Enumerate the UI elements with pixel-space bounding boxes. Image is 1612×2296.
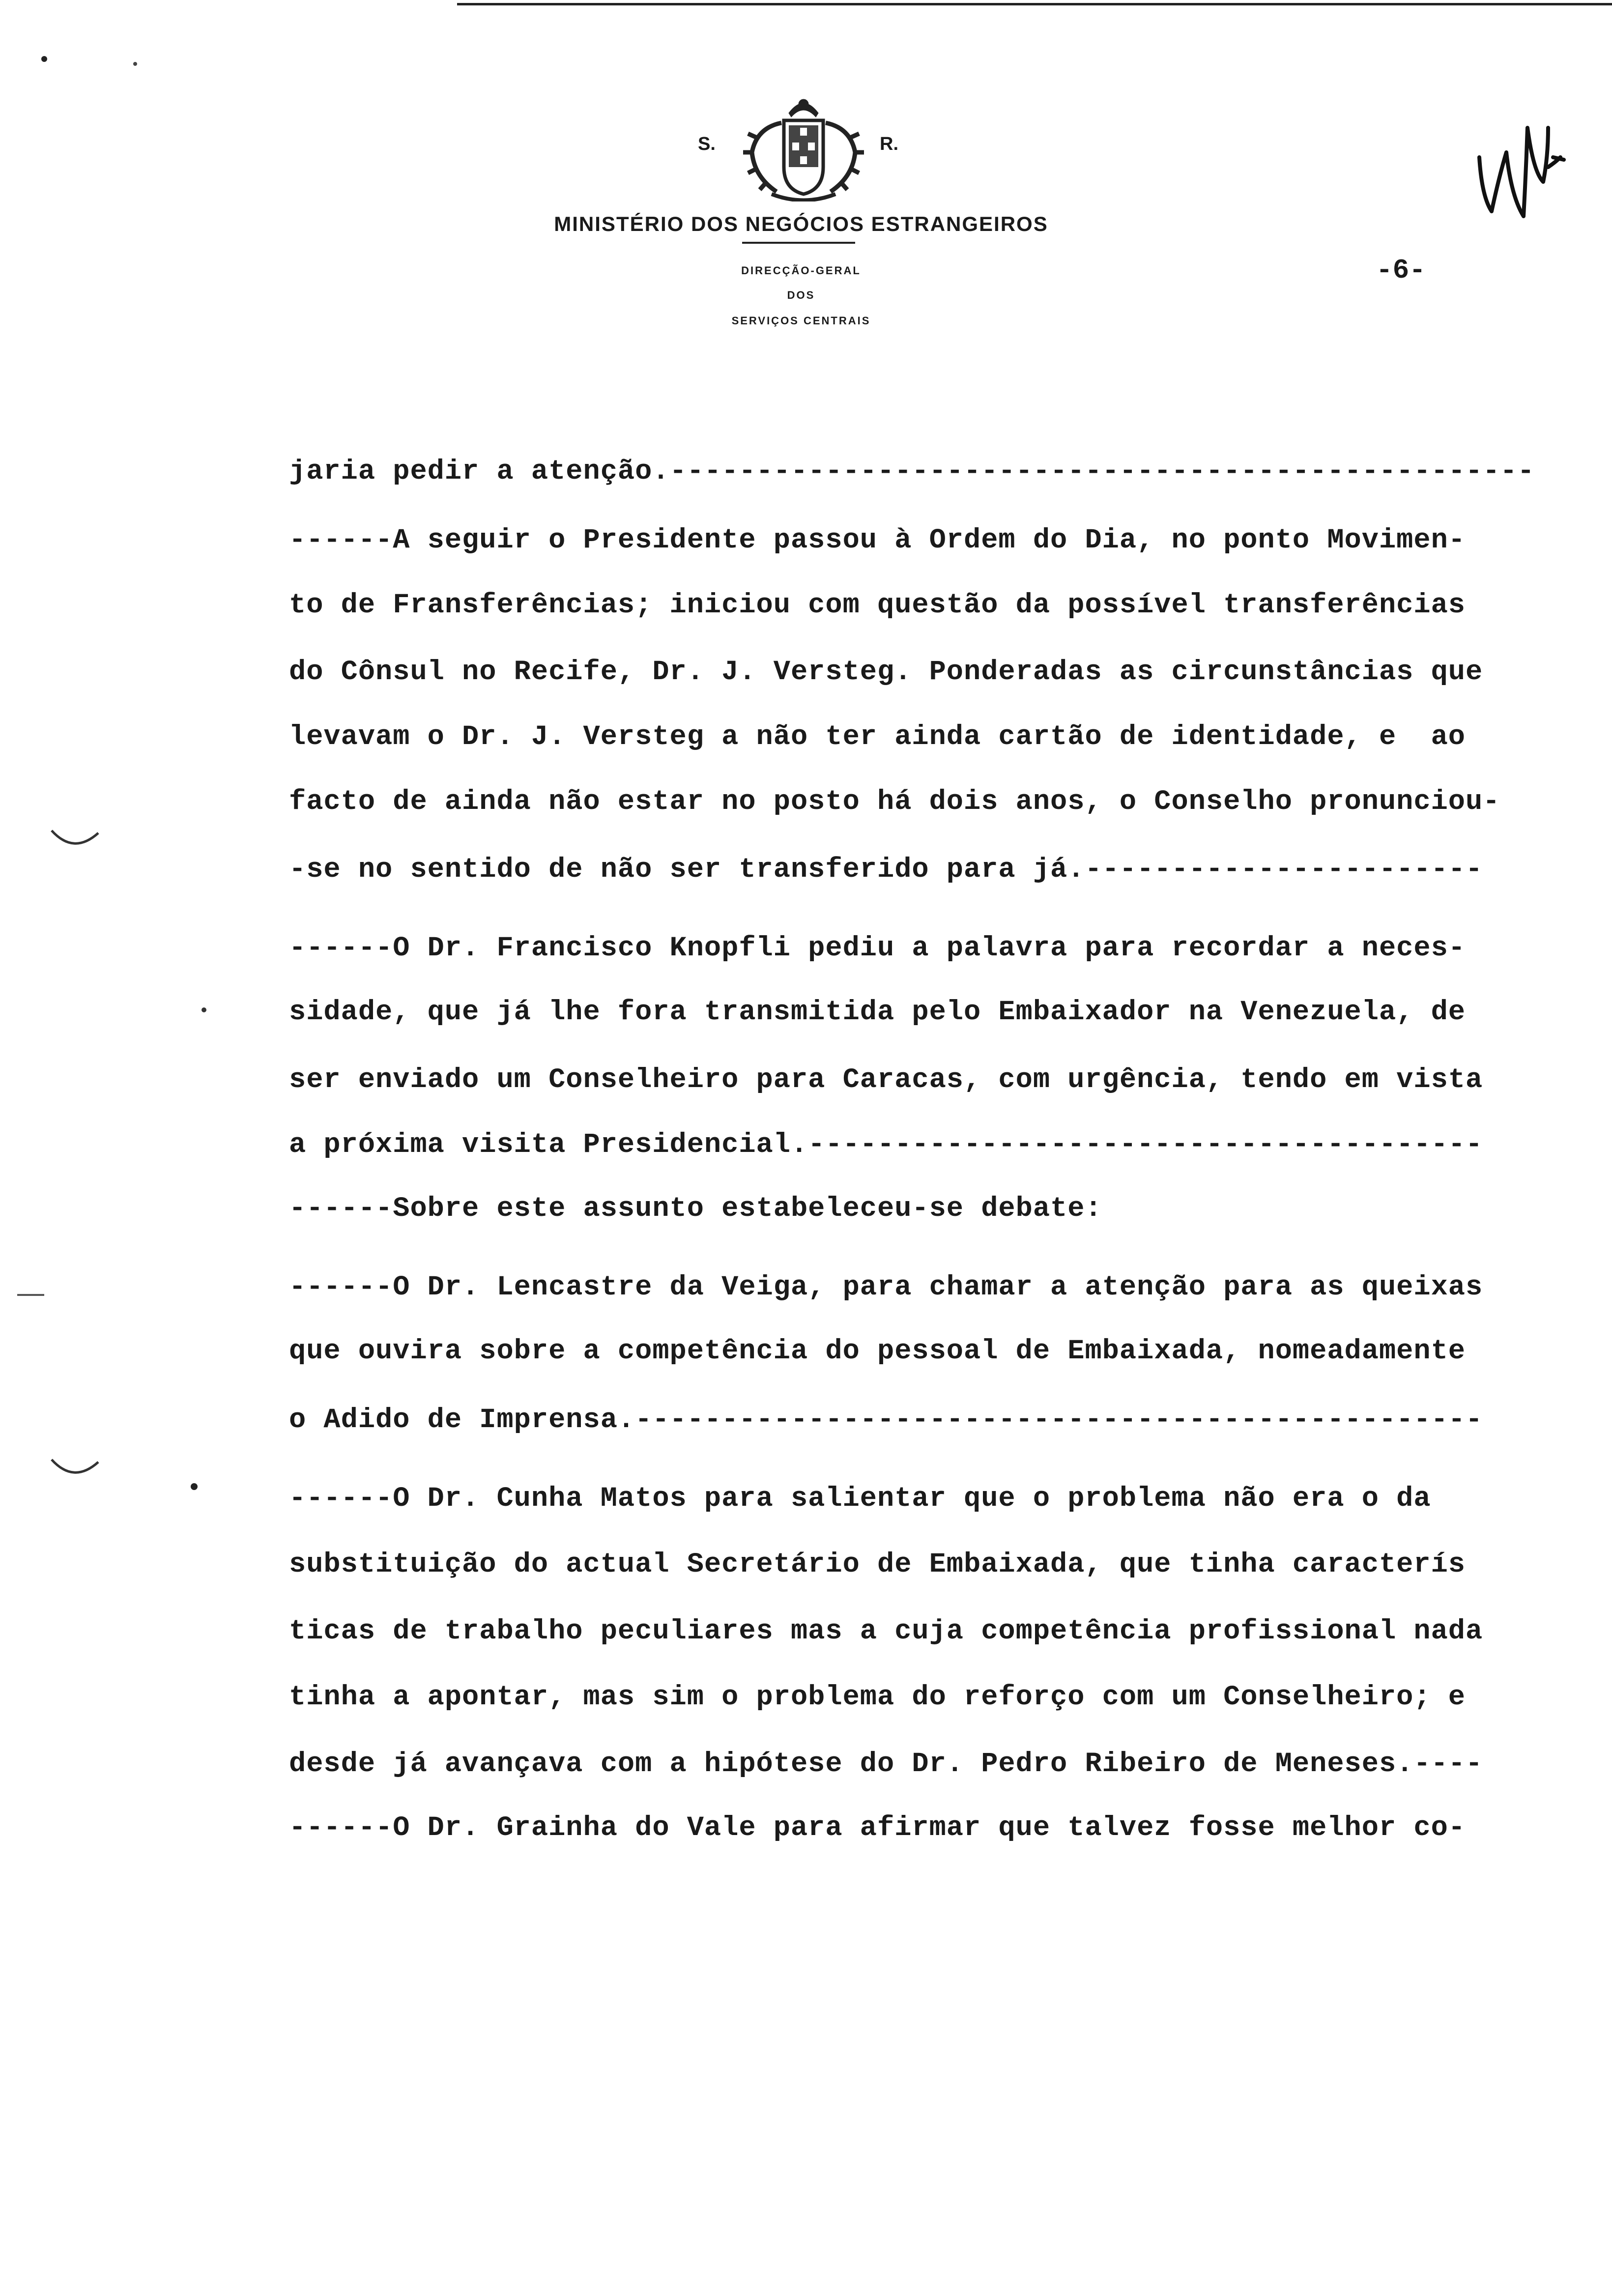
scan-specks	[29, 39, 177, 79]
text-line: ------O Dr. Lencastre da Veiga, para chamar a atenção para as queixas	[289, 1272, 1483, 1303]
letterhead-right-initial: R.	[880, 134, 898, 154]
text-line: -se no sentido de não ser transferido para já.-----------------------	[289, 854, 1483, 886]
text-line: jaria pedir a atenção.--------------------------------------------------	[289, 456, 1535, 488]
text-line: que ouvira sobre a competência do pessoal de Embaixada, nomeadamente	[289, 1336, 1466, 1367]
text-line: a próxima visita Presidencial.---------------------------------------	[289, 1129, 1483, 1161]
text-line: sidade, que já lhe fora transmitida pelo Embaixador na Venezuela, de	[289, 997, 1466, 1028]
department-line-3: SERVIÇOS CENTRAIS	[731, 315, 871, 327]
top-edge-rule	[457, 3, 1612, 5]
text-line: ------O Dr. Grainha do Vale para afirmar que talvez fosse melhor co-	[289, 1812, 1466, 1844]
letterhead	[506, 93, 1096, 349]
text-line: ------Sobre este assunto estabeleceu-se debate:	[289, 1193, 1102, 1225]
ministry-name: MINISTÉRIO DOS NEGÓCIOS ESTRANGEIROS	[554, 212, 1048, 235]
handwritten-initials	[1469, 98, 1568, 246]
text-line: ------A seguir o Presidente passou à Ordem do Dia, no ponto Movimen-	[289, 525, 1466, 556]
text-line: o Adido de Imprensa.-------------------------------------------------	[289, 1405, 1483, 1436]
page-number: -6-	[1376, 255, 1426, 286]
punch-hole-mark	[49, 826, 103, 855]
ministry-underline	[742, 242, 855, 244]
department-line-2: DOS	[787, 289, 815, 301]
text-line: desde já avançava com a hipótese do Dr. Pedro Ribeiro de Meneses.----	[289, 1749, 1483, 1780]
text-line: to de Fransferências; iniciou com questão da possível transferências	[289, 590, 1466, 621]
scan-speck	[197, 1003, 216, 1022]
scan-speck	[187, 1479, 206, 1499]
text-line: ser enviado um Conselheiro para Caracas, com urgência, tendo em vista	[289, 1064, 1483, 1096]
text-line: tinha a apontar, mas sim o problema do reforço com um Conselheiro; e	[289, 1682, 1466, 1713]
text-line: facto de ainda não estar no posto há dois anos, o Conselho pronunciou-	[289, 786, 1500, 818]
scan-dash	[15, 1288, 59, 1302]
text-line: ticas de trabalho peculiares mas a cuja competência profissional nada	[289, 1616, 1483, 1647]
letterhead-left-initial: S.	[698, 134, 716, 154]
text-line: substituição do actual Secretário de Embaixada, que tinha caracterís	[289, 1549, 1466, 1580]
punch-hole-mark	[49, 1455, 103, 1484]
text-line: levavam o Dr. J. Versteg a não ter ainda cartão de identidade, e ao	[289, 721, 1466, 753]
text-line: ------O Dr. Cunha Matos para salientar que o problema não era o da	[289, 1483, 1431, 1515]
coat-of-arms-crest	[737, 93, 870, 201]
text-line: ------O Dr. Francisco Knopfli pediu a palavra para recordar a neces-	[289, 933, 1466, 964]
text-line: do Cônsul no Recife, Dr. J. Versteg. Ponderadas as circunstâncias que	[289, 657, 1483, 688]
department-line-1: DIRECÇÃO-GERAL	[741, 264, 861, 277]
